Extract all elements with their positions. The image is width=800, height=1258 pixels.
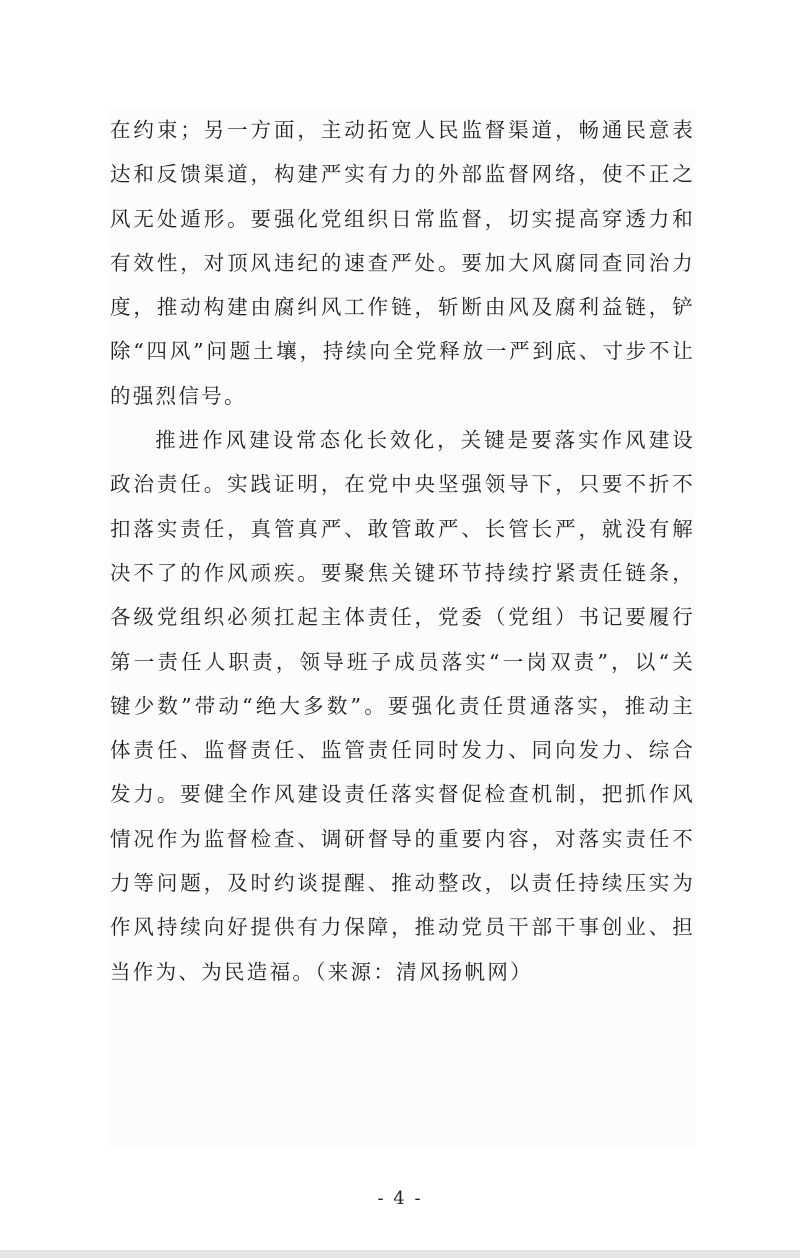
page-number: - 4 - [377, 1188, 423, 1209]
document-body [110, 108, 695, 1148]
viewer-bottom-edge [0, 1250, 800, 1258]
paragraph-continuation: 在约束；另一方面，主动拓宽人民监督渠道，畅通民意表达和反馈渠道，构建严实有力的外部监督网络，使不正之风无处遁形。要强化党组织日常监督，切实提高穿透力和有效性，对顶风违纪的速查严处。要加大风腐同查同治力度，推动构建由腐纠风工作链，斩断由风及腐利益链，铲除“四风”问题土壤，持续向全党释放一严到底、寸步不让的强烈信号。 [110, 118, 695, 408]
paragraph-responsibility: 推进作风建设常态化长效化，关键是要落实作风建设政治责任。实践证明，在党中央坚强领导下，只要不折不扣落实责任，真管真严、敢管敢严、长管长严，就没有解决不了的作风顽疾。要聚焦关键环节持续拧紧责任链条，各级党组织必须扛起主体责任，党委（党组）书记要履行第一责任人职责，领导班子成员落实“一岗双责”，以“关键少数”带动“绝大多数”。要强化责任贯通落实，推动主体责任、监督责任、监管责任同时发力、同向发力、综合发力。要健全作风建设责任落实督促检查机制，把抓作风情况作为监督检查、调研督导的重要内容，对落实责任不力等问题，及时约谈提醒、推动整改，以责任持续压实为作风持续向好提供有力保障，推动党员干部干事创业、担当作为、为民造福。（来源：清风扬帆网） [110, 428, 695, 984]
